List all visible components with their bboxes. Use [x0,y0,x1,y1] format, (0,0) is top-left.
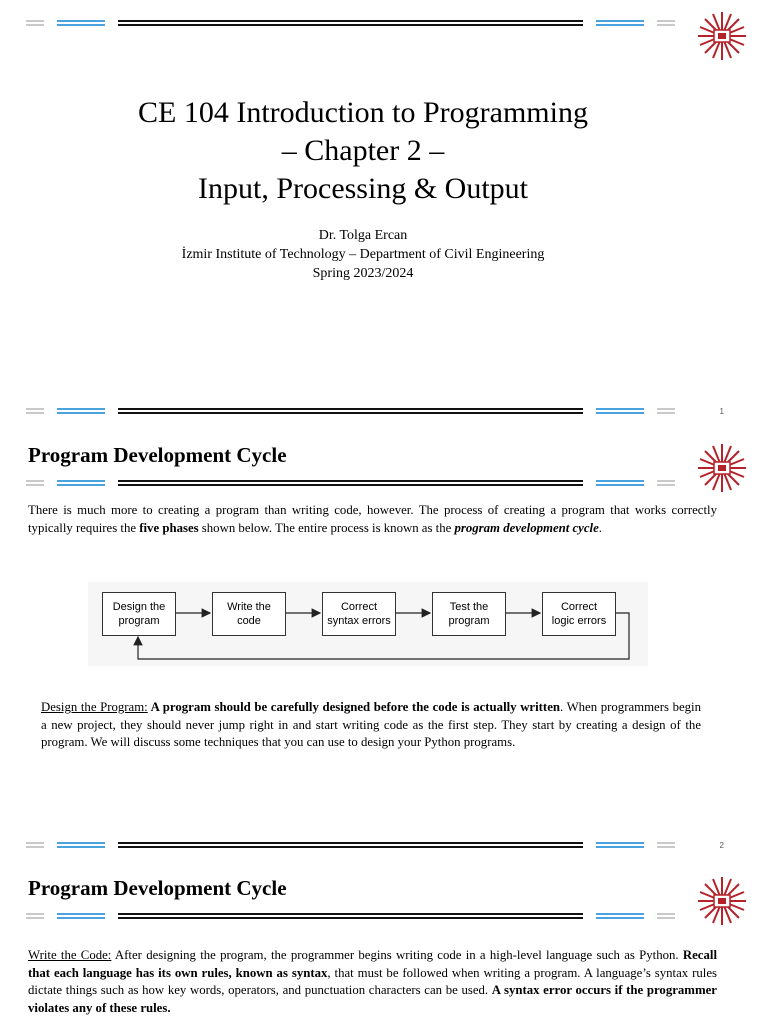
presentation-title: CE 104 Introduction to Programming – Chapter 2 – Input, Processing & Output [138,96,588,205]
header-rule [0,17,768,29]
institute-logo-icon [694,8,750,64]
author: Dr. Tolga Ercan [318,228,408,243]
slide-separator-rule [0,839,768,851]
slide-title: Program Development Cycle [28,443,287,467]
title-underline-rule [0,477,768,489]
diagram-box-write: Write the code [212,592,286,636]
diagram-box-logic: Correct logic errors [542,592,616,636]
intro-paragraph: There is much more to creating a program than writing code, however. The process of creating a program that works correctly typically requires the five phases shown below. The entire process is known as the program development cycle. [28,503,717,535]
write-code-paragraph: Write the Code: After designing the program, the programmer begins writing code in a high-level language such as Python. Recall that each language has its own rules, known as syntax, that must be followed when writing a program. A language’s syntax rules dictate things such as how key words, operators, and punctuation characters can be used. A syntax error occurs if the programmer violates any of these rules. [28,948,718,1015]
slide-number: 2 [719,841,724,850]
slide-number: 1 [719,407,724,416]
term: Spring 2023/2024 [312,266,414,281]
diagram-box-design: Design the program [102,592,176,636]
affiliation: İzmir Institute of Technology – Department of Civil Engineering [181,247,545,262]
design-paragraph: Design the Program: A program should be carefully designed before the code is actually written. When programmers begin a new project, they should never jump right in and start writing code as the first step. They start by creating a design of the program. We will discuss some techniques that you can use to design your Python programs. [41,700,702,749]
slide-title: Program Development Cycle [28,876,287,900]
slide-separator-rule [0,405,768,417]
title-underline-rule [0,910,768,922]
presentation-meta [0,226,726,283]
diagram-box-test: Test the program [432,592,506,636]
diagram-box-syntax: Correct syntax errors [322,592,396,636]
